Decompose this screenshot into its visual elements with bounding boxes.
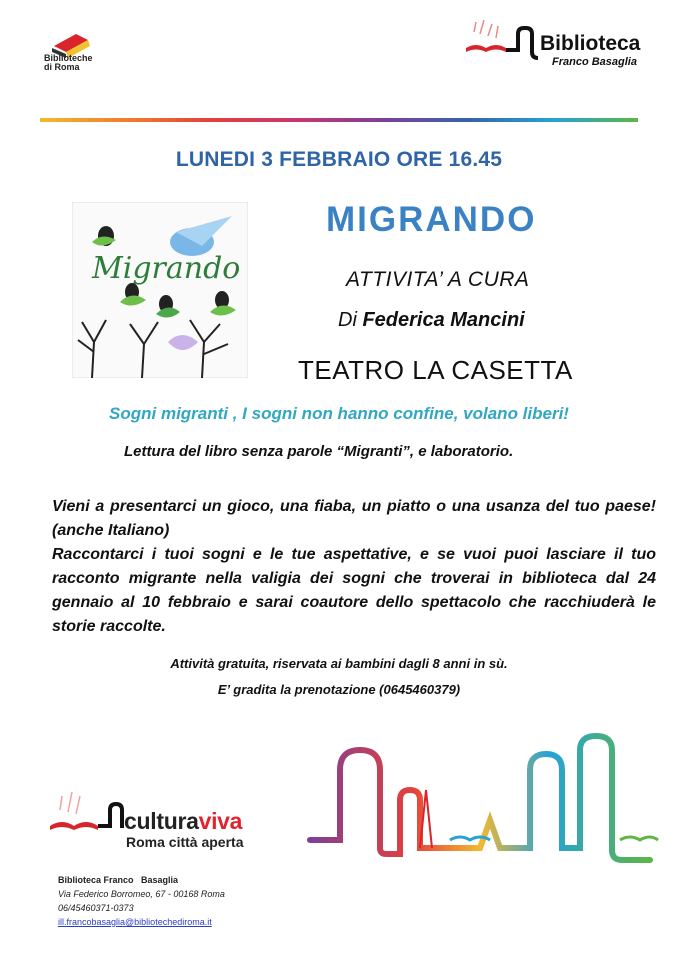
- contact-email-link[interactable]: ill.francobasaglia@bibliotechediroma.it: [58, 917, 212, 927]
- body-paragraph-1: Vieni a presentarci un gioco, una fiaba, un piatto o una usanza del tuo paese! (anche Italiano): [52, 498, 656, 539]
- author-prefix: Di: [338, 309, 357, 331]
- reading-description: Lettura del libro senza parole “Migranti”, e laboratorio.: [124, 443, 514, 460]
- contact-phone: 06/45460371-0373: [58, 903, 134, 913]
- event-title: MIGRANDO: [326, 200, 537, 239]
- tagline: Sogni migranti , I sogni non hanno confine, volano liberi!: [109, 404, 569, 423]
- booking-note: E’ gradita la prenotazione (0645460379): [217, 682, 461, 697]
- rainbow-divider: [40, 118, 638, 122]
- culturaviva-subtitle: Roma città aperta: [126, 834, 244, 850]
- contact-address: Via Federico Borromeo, 67 - 00168 Roma: [58, 889, 225, 899]
- culturaviva-skyline-art: [40, 730, 660, 880]
- author-line: [338, 309, 525, 332]
- book-cover-image: [72, 202, 248, 378]
- culturaviva-logo-text: culturaviva: [124, 808, 243, 834]
- free-activity-note: Attività gratuita, riservata ai bambini dagli 8 anni in sù.: [170, 656, 508, 671]
- book-cover-title: Migrando: [92, 251, 241, 286]
- biblioteca-subtitle: Franco Basaglia: [552, 56, 637, 68]
- contact-name: Biblioteca Franco Basaglia: [58, 875, 179, 885]
- contact-block: [58, 873, 225, 929]
- activity-line: ATTIVITA’ A CURA: [346, 268, 530, 291]
- author-name: Federica Mancini: [362, 309, 525, 331]
- body-paragraph-2: Raccontarci i tuoi sogni e le tue aspettative, e se vuoi puoi lasciare il tuo racconto migrante nella valigia dei sogni che troverai in biblioteca dal 24 gennaio al 10 febbraio e sarai coautore dello spettacolo che racchiuderà le storie raccolte.: [52, 546, 656, 635]
- theater-name: TEATRO LA CASETTA: [298, 355, 573, 385]
- biblioteche-di-roma-logo-text: Biblioteche di Roma: [44, 53, 93, 72]
- event-date: LUNEDI 3 FEBBRAIO ORE 16.45: [175, 148, 503, 171]
- biblioteca-title: Biblioteca: [540, 32, 641, 55]
- body-text: [52, 495, 656, 639]
